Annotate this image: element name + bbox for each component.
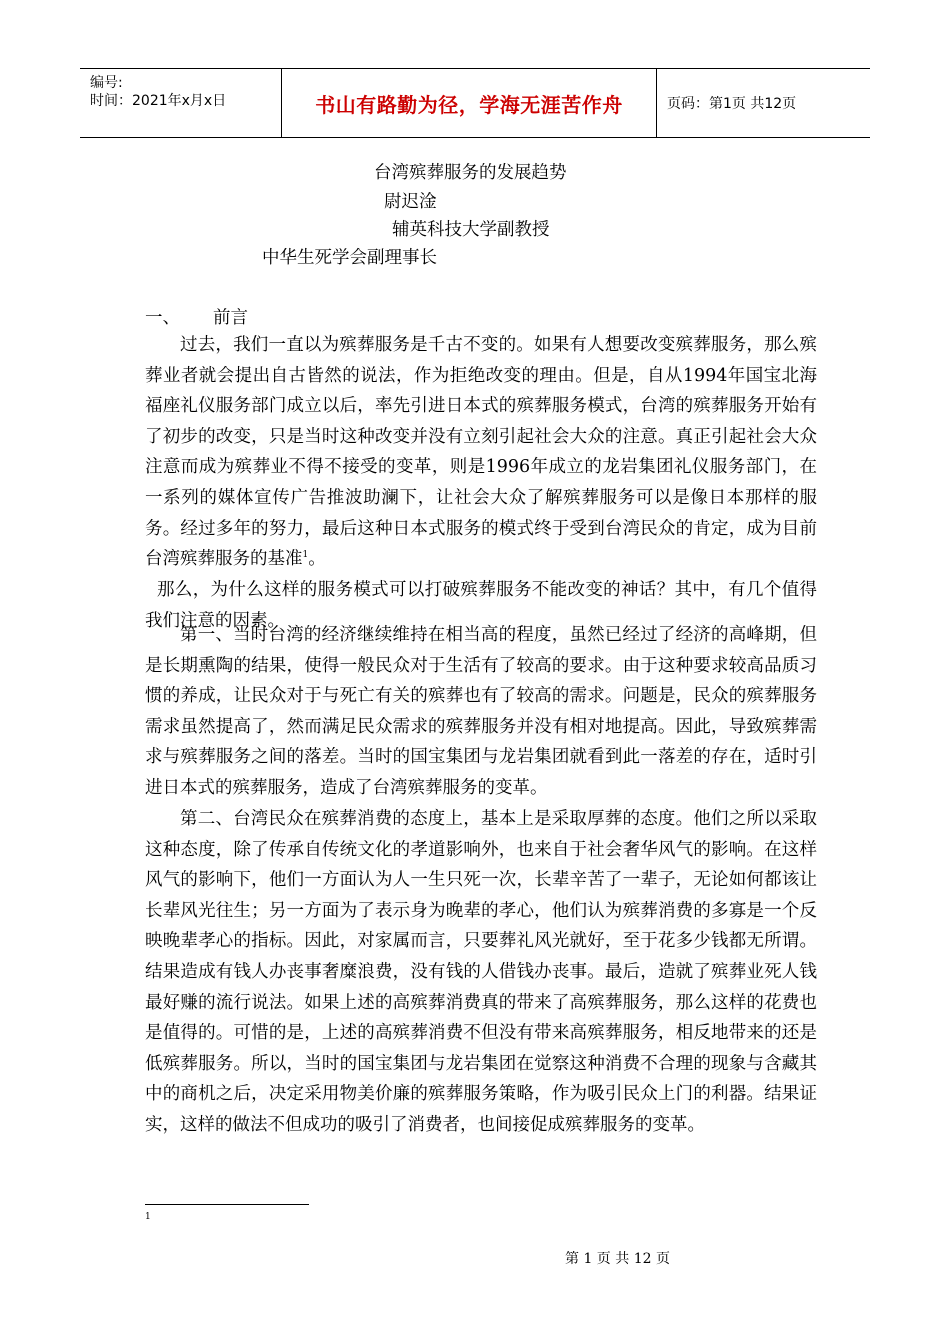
doc-code-label: 编号:	[90, 75, 123, 91]
paragraph-3: 第一、当时台湾的经济继续维持在相当高的程度，虽然已经过了经济的高峰期，但是长期熏陶的结果，使得一般民众对于生活有了较高的要求。由于这种要求较高品质习惯的养成，让民众对于与死亡有关的殡葬也有了较高的需求。问题是，民众的殡葬服务需求虽然提高了，然而满足民众需求的殡葬服务并没有相对地提高。因此，导致殡葬需求与殡葬服务之间的落差。当时的国宝集团与龙岩集团就看到此一落差的存在，适时引进日本式的殡葬服务，造成了台湾殡葬服务的变革。	[145, 625, 817, 798]
paragraph-2: 那么，为什么这样的服务模式可以打破殡葬服务不能改变的神话？其中，有几个值得我们注意的因素。	[145, 580, 817, 631]
section-heading-text: 前言	[213, 308, 248, 328]
paragraph-1	[145, 330, 817, 575]
section-heading-number: 一、	[145, 308, 180, 328]
paragraph-1-end: 。	[308, 549, 326, 570]
header-table	[80, 68, 870, 138]
footnote-number: 1	[145, 1212, 151, 1222]
footnote-separator	[145, 1204, 309, 1205]
header-page-info: 页码：第1页 共12页	[667, 96, 797, 112]
header-left-cell	[80, 69, 282, 137]
doc-affiliation-1: 辅英科技大学副教授	[392, 220, 550, 240]
page-footer: 第 1 页 共 12 页	[565, 1251, 670, 1267]
paragraph-4: 第二、台湾民众在殡葬消费的态度上，基本上是采取厚葬的态度。他们之所以采取这种态度，除了传承自传统文化的孝道影响外，也来自于社会奢华风气的影响。在这样风气的影响下，他们一方面认为人一生只死一次，长辈辛苦了一辈子，无论如何都该让长辈风光往生；另一方面为了表示身为晚辈的孝心，他们认为殡葬消费的多寡是一个反映晚辈孝心的指标。因此，对家属而言，只要葬礼风光就好，至于花多少钱都无所谓。结果造成有钱人办丧事奢糜浪费，没有钱的人借钱办丧事。最后，造就了殡葬业死人钱最好赚的流行说法。如果上述的高殡葬消费真的带来了高殡葬服务，那么这样的花费也是值得的。可惜的是，上述的高殡葬消费不但没有带来高殡葬服务，相反地带来的还是低殡葬服务。所以，当时的国宝集团与龙岩集团在觉察这种消费不合理的现象与含藏其中的商机之后，决定采用物美价廉的殡葬服务策略，作为吸引民众上门的利器。结果证实，这样的做法不但成功的吸引了消费者，也间接促成殡葬服务的变革。	[145, 809, 817, 1135]
doc-affiliation-2: 中华生死学会副理事长	[262, 248, 437, 268]
doc-date-label: 时间：2021年x月x日	[90, 93, 227, 109]
paragraph-1-text: 过去，我们一直以为殡葬服务是千古不变的。如果有人想要改变殡葬服务，那么殡葬业者就会提出自古皆然的说法，作为拒绝改变的理由。但是，自从1994年国宝北海福座礼仪服务部门成立以后，率先引进日本式的殡葬服务模式，台湾的殡葬服务开始有了初步的改变，只是当时这种改变并没有立刻引起社会大众的注意。真正引起社会大众注意而成为殡葬业不得不接受的变革，则是1996年成立的龙岩集团礼仪服务部门，在一系列的媒体宣传广告推波助澜下，让社会大众了解殡葬服务可以是像日本那样的服务。经过多年的努力，最后这种日本式服务的模式终于受到台湾民众的肯定，成为目前台湾殡葬服务的基准	[145, 335, 817, 570]
doc-title: 台湾殡葬服务的发展趋势	[374, 163, 567, 183]
doc-author: 尉迟淦	[384, 192, 437, 212]
footnote-ref[interactable]: 1	[302, 550, 309, 561]
header-motto: 书山有路勤为径，学海无涯苦作舟	[282, 69, 657, 137]
